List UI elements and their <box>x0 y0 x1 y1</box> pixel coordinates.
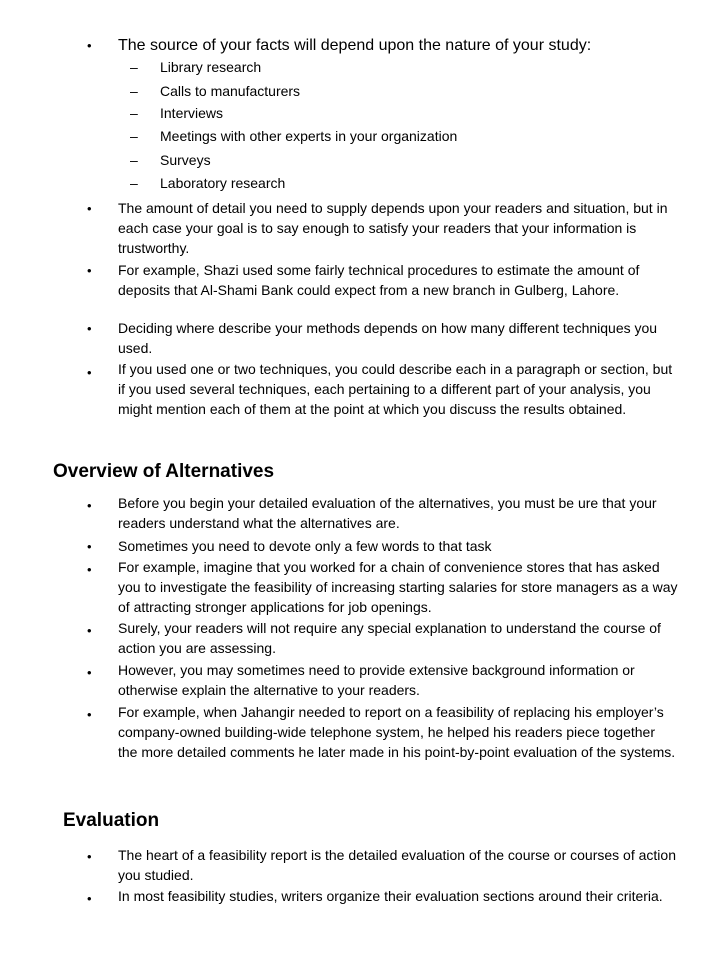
bullet-icon: • <box>87 38 92 53</box>
intro-bullet: For example, Shazi used some fairly technical procedures to estimate the amount of deposits that Al-Shami Bank could expect from a new branch in Gulberg, Lahore. <box>118 262 640 298</box>
overview-bullet: However, you may sometimes need to provide extensive background information or otherwise explain the alternative to your readers. <box>118 662 635 698</box>
dash-icon: – <box>130 128 138 144</box>
intro-text: The source of your facts will depend upon the nature of your study: <box>118 37 592 54</box>
evaluation-bullet: In most feasibility studies, writers organize their evaluation sections around their criteria. <box>118 888 663 904</box>
overview-bullet: Surely, your readers will not require any special explanation to understand the course of action you are assessing. <box>118 620 661 656</box>
source-item: Library research <box>160 59 262 75</box>
bullet-icon: • <box>87 321 92 336</box>
overview-bullet: Before you begin your detailed evaluation of the alternatives, you must be ure that your readers understand what the alternatives are. <box>118 495 657 531</box>
source-item: Interviews <box>160 105 224 121</box>
section-heading-evaluation: Evaluation <box>63 810 160 831</box>
bullet-icon: • <box>87 201 92 216</box>
bullet-icon: • <box>87 665 92 680</box>
bullet-icon: • <box>87 891 92 906</box>
source-item: Calls to manufacturers <box>160 83 301 99</box>
source-item: Surveys <box>160 152 211 168</box>
evaluation-bullet: The heart of a feasibility report is the detailed evaluation of the course or courses of action you studied. <box>118 847 676 883</box>
bullet-icon: • <box>87 365 92 380</box>
bullet-icon: • <box>87 562 92 577</box>
source-item: Meetings with other experts in your organization <box>160 128 458 144</box>
dash-icon: – <box>130 59 138 75</box>
overview-bullet: For example, when Jahangir needed to report on a feasibility of replacing his employer’s company-owned building-wide telephone system, he helped his readers piece together the more detailed comments he later made in his point-by-point evaluation of the systems. <box>118 704 676 760</box>
overview-bullet: Sometimes you need to devote only a few words to that task <box>118 538 492 554</box>
bullet-icon: • <box>87 539 92 554</box>
dash-icon: – <box>130 105 138 121</box>
dash-icon: – <box>130 175 138 191</box>
section-heading-overview: Overview of Alternatives <box>53 461 275 482</box>
bullet-icon: • <box>87 498 92 513</box>
dash-icon: – <box>130 152 138 168</box>
bullet-icon: • <box>87 623 92 638</box>
intro-bullet: If you used one or two techniques, you could describe each in a paragraph or section, but if you used several techniques, each pertaining to a different part of your analysis, you might mention each of them at the point at which you discuss the results obtained. <box>118 361 673 417</box>
intro-bullet: The amount of detail you need to supply depends upon your readers and situation, but in each case your goal is to say enough to satisfy your readers that your information is trustworthy. <box>118 200 668 256</box>
bullet-icon: • <box>87 849 92 864</box>
intro-bullet: Deciding where describe your methods depends on how many different techniques you used. <box>118 320 658 356</box>
source-item: Laboratory research <box>160 175 286 191</box>
bullet-icon: • <box>87 707 92 722</box>
dash-icon: – <box>130 83 138 99</box>
bullet-icon: • <box>87 263 92 278</box>
overview-bullet: For example, imagine that you worked for a chain of convenience stores that has asked you to investigate the feasibility of increasing starting salaries for store managers as a way of attracting stronger applications for job openings. <box>118 559 678 615</box>
